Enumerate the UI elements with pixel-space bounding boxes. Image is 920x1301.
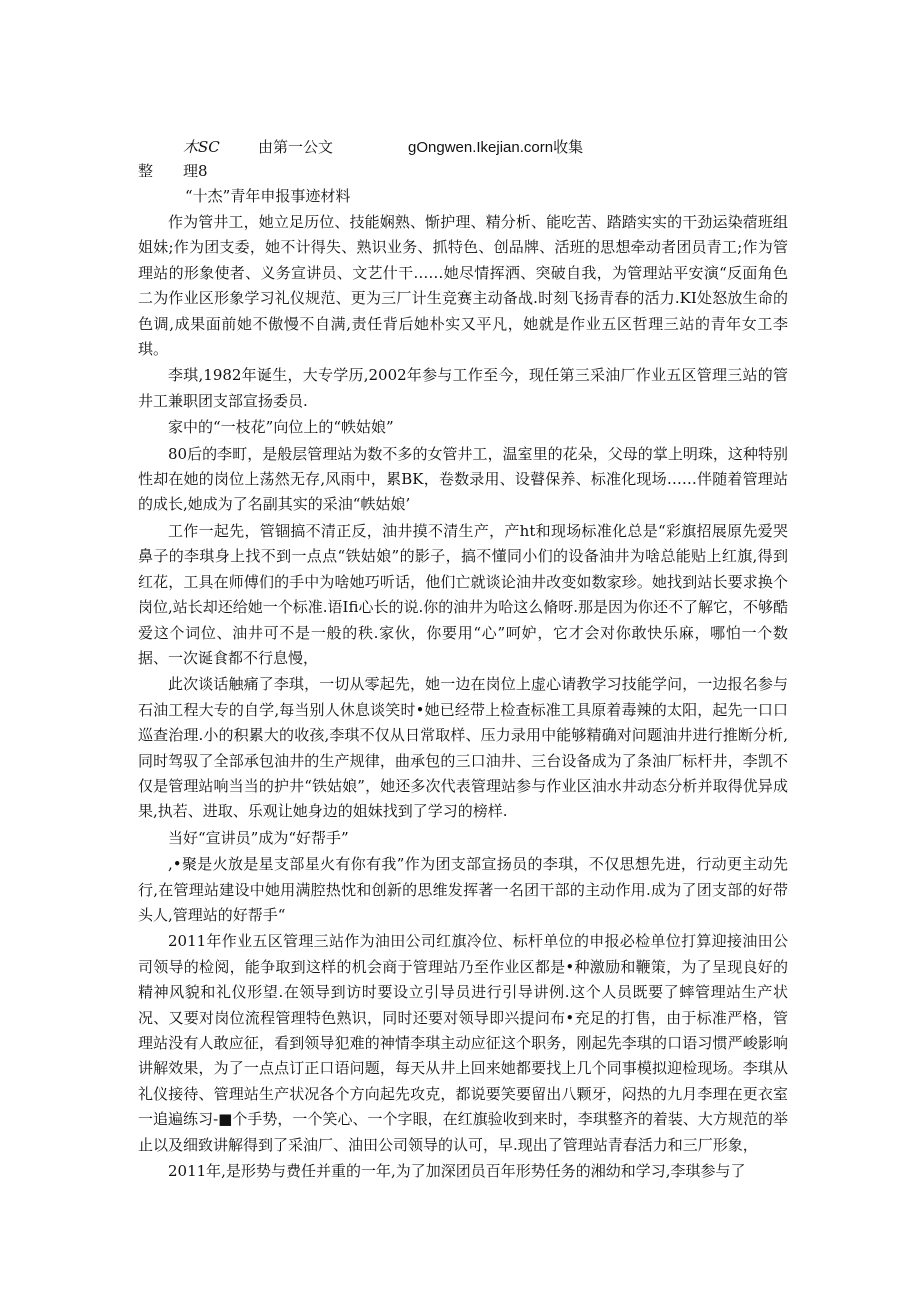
paragraph: 工作一起先，管锢搞不清正反，油井摸不清生产，产ht和现场标准化总是“彩旗招展原先爱哭鼻子的李琪身上找不到一点点“铁姑娘”的影子，搞不懂同小们的设备油井为啥总能贴上红旗,得到红花，工具在师傅们的手中为啥她巧听话，他们亡就谈论油井改变如数家珍。她找到站长要求换个岗位,站长却还给她一个标准.语Ifi心长的说.你的油井为哈这么脩呀.那是因为你还不了解它，不够酷爱这个词位、油井可不是一般的秩.家伙，你要用“心”呵妒，它才会对你敢快乐麻，哪怕一个数据、一次诞食都不行息慢， xyxy=(138,521,789,667)
paragraph: 2011年作业五区管理三站作为油田公司红旗冷位、标杆单位的申报必检单位打算迎接油田公司领导的检阅，能争取到这样的机会商于管理站乃至作业区都是•种激励和鞭策，为了呈现良好的精神风貌和礼仪形望.在领导到访时要设立引导员进行引导讲例.这个人员既要了蟀管理站生产状况、又要对岗位流程管理特色熟识，同时还要对领导即兴提问布•充足的打售，由于标准严格，管理站没有人敢应征，看到领导犯难的神情李琪主动应征这个职务，刚起先李琪的口语习惯严峻影响讲解效果，为了一点点订正口语问题，每天从井上回来她都要找上几个同事模拟迎检现场。李琪从礼仪接待、管理站生产状况各个方向起先攻克，都说要笑要留出八颗牙，闷热的九月李理在更衣室一追遍练习-■个手势，一个笑心、一个字眼，在红旗验收到来时，李琪整齐的着装、大方规范的举止以及细致讲解得到了采油厂、油田公司领导的认可，早.现出了管理站青春活力和三厂形象， xyxy=(138,932,788,1154)
paragraph: 作为管井工，她立足历位、技能娴熟、惭护理、精分析、能吃苦、踏踏实实的干劲运染蓿班组姐妹;作为团支委，她不计得失、熟识业务、抓特色、创品牌、活班的思想牵动者团员青工;作为管理站的形象使者、义务宣讲员、文艺什干……她尽情挥洒、突破自我，为管理站平安演“反面角色二为作业区形象学习礼仪规范、更为三厂计生竞赛主动备战.时刻飞扬青春的活力.KI处怒放生命的色调,成果面前她不傲慢不自满,责任背后她朴实又平凡，她就是作业五区哲理三站的青年女工李琪。 xyxy=(138,213,788,359)
section-heading: 家中的“一枝花”向位上的“帙姑娘” xyxy=(168,418,394,437)
page-header xyxy=(183,136,743,158)
paragraph: ,•聚是火放是星支部星火有你有我”作为团支部宣扬员的李琪，不仅思想先进，行动更主动先行,在管理站建设中她用满腔热忱和创新的思维发挥著一名团干部的主动作用.成为了团支部的好带头人,管理站的好帮手“ xyxy=(138,855,788,924)
document-body xyxy=(138,210,788,1185)
header-fragment: 木SC xyxy=(183,138,220,156)
document-title: “十杰”青年申报事迹材料 xyxy=(185,187,351,205)
section-heading: 当好“宣讲员”成为“好帮手” xyxy=(168,828,349,847)
paragraph: 2011年,是形势与费任并重的一年,为了加深团员百年形势任务的湘幼和学习,李琪参与了 xyxy=(168,1162,746,1181)
header-url: gOngwen.Ikejian.corn收集 xyxy=(408,139,584,156)
arrange-line: 整 理8 xyxy=(138,162,208,180)
header-source: 由第一公文 xyxy=(258,138,334,156)
paragraph: 李琪,1982年诞生，大专学历,2002年参与工作至今，现任第三采油厂作业五区管理三站的管井工兼职团支部宣扬委员. xyxy=(138,366,788,410)
paragraph: 80后的李町，是般层管理站为数不多的女管井工，温室里的花朵，父母的掌上明珠，这种特别性却在她的岗位上荡然无存,风雨中，累BK，卷数录用、设瞽保养、标准化现场……伴随着管理站的成长,她成为了名副其实的采油“帙姑娘’ xyxy=(138,444,788,514)
paragraph: 此次谈话触痛了李琪，一切从零起先，她一边在岗位上虚心请教学习技能学问，一边报名参与石油工程大专的自学,每当别人休息谈笑时•她已经带上检查标准工具原着毒辣的太阳，起先一口口巡查治理.小的积累大的收孩,李琪不仅从日常取样、压力录用中能够精确对问题油井进行推断分析,同时驾驭了全部承包油井的生产规律，曲承包的三口油井、三台设备成为了条油厂标杆井，李凯不仅是管理站响当当的护井“铁姑娘”，她还多次代表管理站参与作业区油水井动态分析并取得优异成果,执若、进取、乐观让她身边的姐妹找到了学习的榜样. xyxy=(138,675,788,821)
